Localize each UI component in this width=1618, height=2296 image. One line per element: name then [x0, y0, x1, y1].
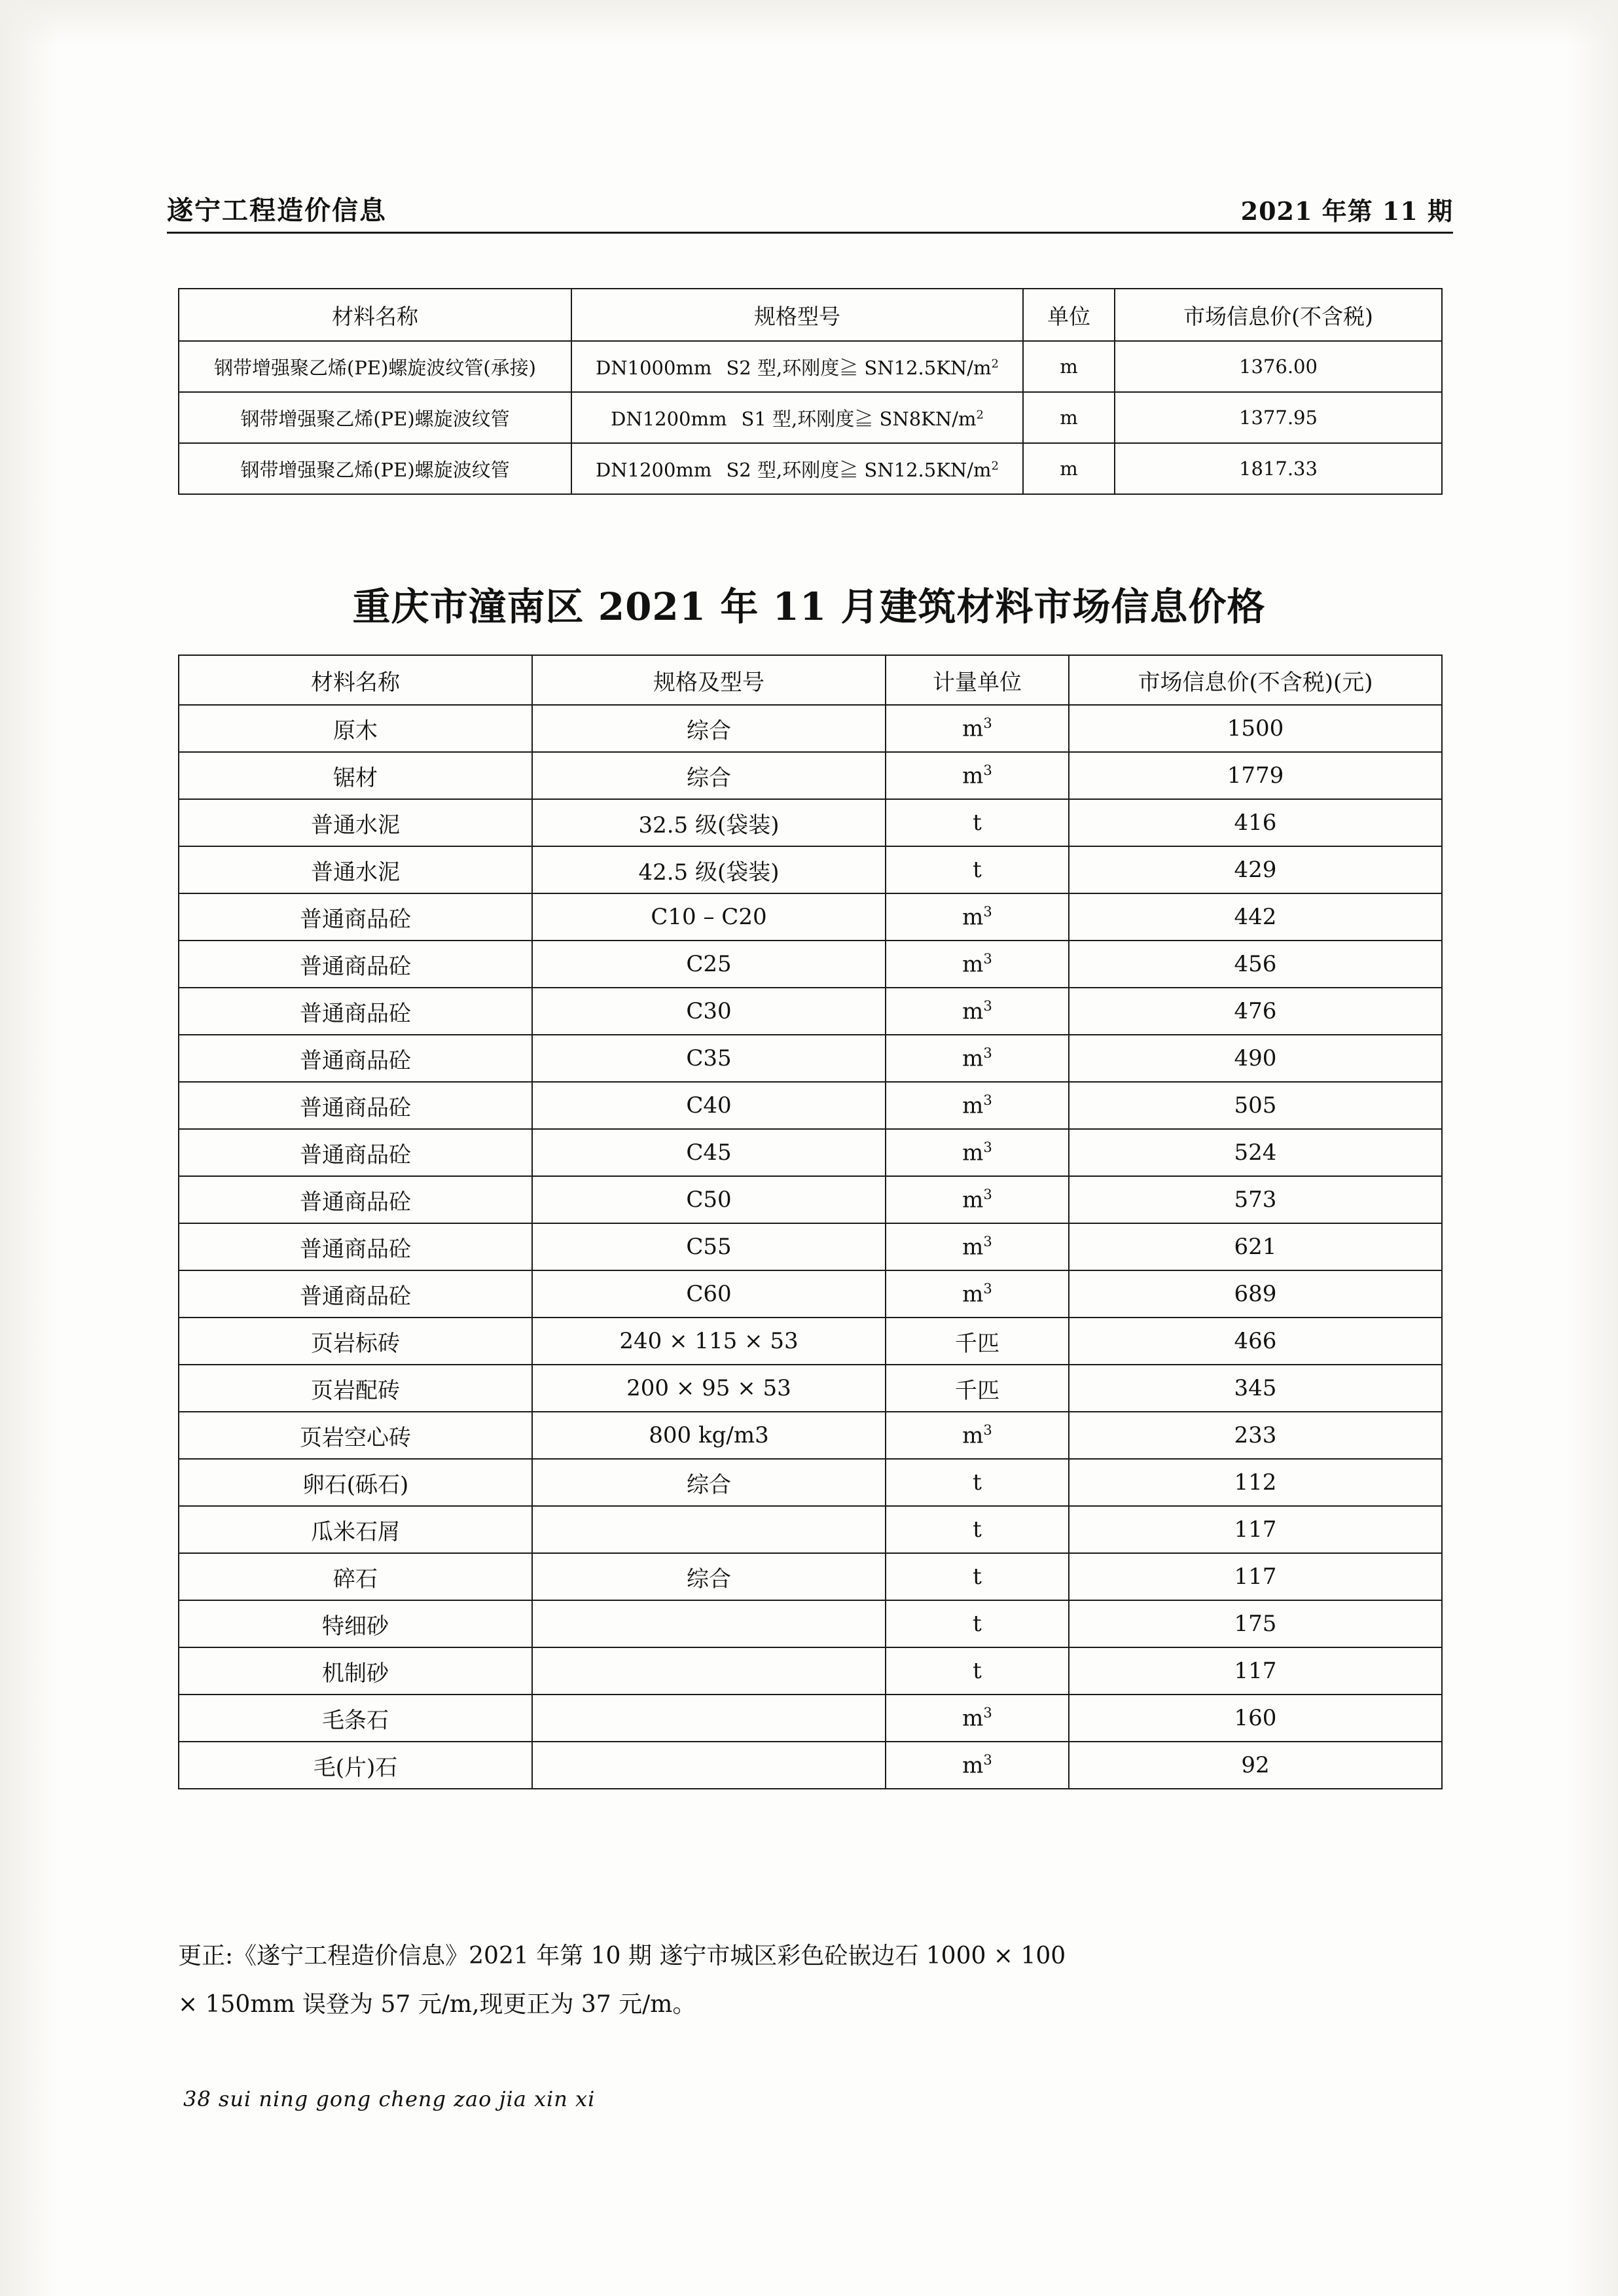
section-title: 重庆市潼南区 2021 年 11 月建筑材料市场信息价格: [352, 584, 1266, 629]
cell-unit: $m^3$: [886, 1129, 1069, 1176]
cell-material-name: 钢带增强聚乙烯(PE)螺旋波纹管(承接): [179, 341, 571, 392]
cell-spec-model: [532, 1600, 886, 1647]
cell-spec-model: C60: [532, 1270, 886, 1318]
cell-price: 175: [1069, 1600, 1442, 1647]
table-row: [179, 392, 1442, 443]
table-row: [179, 1695, 1442, 1742]
cell-price: 160: [1069, 1695, 1442, 1742]
cell-unit: t: [886, 1553, 1069, 1600]
cell-spec-model: [532, 1647, 886, 1695]
cell-spec-model: 200 × 95 × 53: [532, 1365, 886, 1412]
cell-price: 117: [1069, 1647, 1442, 1695]
cell-unit: t: [886, 1600, 1069, 1647]
column-header-price: 市场信息价(不含税)(元): [1069, 655, 1442, 705]
cell-unit: 千匹: [886, 1318, 1069, 1365]
cell-spec-model: 综合: [532, 1553, 886, 1600]
cell-unit: $m^3$: [886, 705, 1069, 752]
cell-material-name: 毛(片)石: [179, 1742, 532, 1789]
cell-spec-model: DN1200mm S1 型,环刚度≧ $SN8KN/m^2$: [571, 392, 1023, 443]
cell-price: 92: [1069, 1742, 1442, 1789]
cell-price: 416: [1069, 799, 1442, 846]
cell-price: 621: [1069, 1223, 1442, 1270]
cell-spec-model: C45: [532, 1129, 886, 1176]
cell-spec-model: 32.5 级(袋装): [532, 799, 886, 846]
cell-price: 573: [1069, 1176, 1442, 1223]
column-header-material-name: 材料名称: [179, 289, 571, 341]
material-price-table: [178, 655, 1443, 1789]
cell-price: 117: [1069, 1553, 1442, 1600]
table-row: [179, 941, 1442, 988]
cell-spec-model: [532, 1695, 886, 1742]
continuation-price-table: [178, 288, 1443, 495]
cell-unit: t: [886, 1647, 1069, 1695]
cell-material-name: 普通商品砼: [179, 941, 532, 988]
cell-material-name: 机制砂: [179, 1647, 532, 1695]
table-row: [179, 443, 1442, 494]
table-row: [179, 1176, 1442, 1223]
cell-material-name: 普通商品砼: [179, 893, 532, 941]
cell-price: 345: [1069, 1365, 1442, 1412]
cell-material-name: 普通商品砼: [179, 1270, 532, 1318]
table-row: [179, 1412, 1442, 1459]
cell-price: 429: [1069, 846, 1442, 893]
cell-spec-model: 综合: [532, 752, 886, 799]
cell-spec-model: [532, 1506, 886, 1553]
cell-price: 1500: [1069, 705, 1442, 752]
table-row: [179, 1742, 1442, 1789]
cell-price: 466: [1069, 1318, 1442, 1365]
table-header-row: [179, 289, 1442, 341]
cell-material-name: 钢带增强聚乙烯(PE)螺旋波纹管: [179, 443, 571, 494]
cell-unit: m: [1023, 341, 1115, 392]
cell-spec-model: C25: [532, 941, 886, 988]
cell-unit: $m^3$: [886, 1082, 1069, 1129]
cell-spec-model: 240 × 115 × 53: [532, 1318, 886, 1365]
cell-material-name: 锯材: [179, 752, 532, 799]
cell-unit: 千匹: [886, 1365, 1069, 1412]
table-row: [179, 1600, 1442, 1647]
cell-price: 689: [1069, 1270, 1442, 1318]
scan-edge-top: [0, 0, 1618, 46]
header-divider: [167, 232, 1453, 234]
cell-unit: $m^3$: [886, 893, 1069, 941]
column-header-unit: 计量单位: [886, 655, 1069, 705]
cell-price: 1817.33: [1115, 443, 1442, 494]
table-row: [179, 1129, 1442, 1176]
cell-material-name: 特细砂: [179, 1600, 532, 1647]
issue-label: 2021 年第 11 期: [1240, 196, 1453, 226]
cell-material-name: 原木: [179, 705, 532, 752]
cell-material-name: 瓜米石屑: [179, 1506, 532, 1553]
publication-title: 遂宁工程造价信息: [167, 195, 387, 226]
cell-unit: $m^3$: [886, 1035, 1069, 1082]
cell-unit: $m^3$: [886, 941, 1069, 988]
table-row: [179, 1506, 1442, 1553]
cell-spec-model: C40: [532, 1082, 886, 1129]
cell-spec-model: 综合: [532, 1459, 886, 1506]
cell-price: 1377.95: [1115, 392, 1442, 443]
column-header-price: 市场信息价(不含税): [1115, 289, 1442, 341]
cell-material-name: 普通水泥: [179, 846, 532, 893]
cell-price: 456: [1069, 941, 1442, 988]
cell-material-name: 页岩空心砖: [179, 1412, 532, 1459]
table-row: [179, 1553, 1442, 1600]
correction-note-line-1: 更正:《遂宁工程造价信息》2021 年第 10 期 遂宁市城区彩色砼嵌边石 1000 × 100: [178, 1943, 1066, 1969]
cell-price: 1376.00: [1115, 341, 1442, 392]
cell-material-name: 普通商品砼: [179, 1223, 532, 1270]
table-row: [179, 1082, 1442, 1129]
cell-unit: m: [1023, 443, 1115, 494]
cell-material-name: 普通商品砼: [179, 1082, 532, 1129]
cell-spec-model: [532, 1742, 886, 1789]
cell-spec-model: C50: [532, 1176, 886, 1223]
table-row: [179, 893, 1442, 941]
cell-spec-model: C10 – C20: [532, 893, 886, 941]
table-row: [179, 752, 1442, 799]
cell-spec-model: DN1000mm S2 型,环刚度≧ $SN12.5KN/m^2$: [571, 341, 1023, 392]
cell-price: 112: [1069, 1459, 1442, 1506]
cell-spec-model: 42.5 级(袋装): [532, 846, 886, 893]
cell-unit: m: [1023, 392, 1115, 443]
cell-unit: t: [886, 846, 1069, 893]
cell-price: 490: [1069, 1035, 1442, 1082]
cell-unit: $m^3$: [886, 1270, 1069, 1318]
cell-unit: $m^3$: [886, 1412, 1069, 1459]
cell-spec-model: C35: [532, 1035, 886, 1082]
table-row: [179, 988, 1442, 1035]
cell-material-name: 卵石(砾石): [179, 1459, 532, 1506]
column-header-unit: 单位: [1023, 289, 1115, 341]
column-header-material-name: 材料名称: [179, 655, 532, 705]
scan-edge-left: [0, 0, 59, 2296]
cell-spec-model: 800 kg/m3: [532, 1412, 886, 1459]
cell-price: 442: [1069, 893, 1442, 941]
cell-unit: $m^3$: [886, 1176, 1069, 1223]
table-row: [179, 1459, 1442, 1506]
table-row: [179, 1365, 1442, 1412]
cell-spec-model: 综合: [532, 705, 886, 752]
cell-price: 117: [1069, 1506, 1442, 1553]
cell-unit: $m^3$: [886, 988, 1069, 1035]
cell-material-name: 普通商品砼: [179, 1176, 532, 1223]
table-row: [179, 1035, 1442, 1082]
cell-material-name: 普通水泥: [179, 799, 532, 846]
cell-unit: $m^3$: [886, 752, 1069, 799]
cell-spec-model: DN1200mm S2 型,环刚度≧ $SN12.5KN/m^2$: [571, 443, 1023, 494]
table-header-row: [179, 655, 1442, 705]
page-header: [167, 190, 1453, 237]
table-row: [179, 846, 1442, 893]
cell-price: 233: [1069, 1412, 1442, 1459]
cell-material-name: 毛条石: [179, 1695, 532, 1742]
scan-edge-right: [1566, 0, 1618, 2296]
cell-material-name: 页岩配砖: [179, 1365, 532, 1412]
cell-unit: t: [886, 1506, 1069, 1553]
correction-note-line-2: × 150mm 误登为 57 元/m,现更正为 37 元/m。: [178, 1991, 696, 2018]
column-header-spec-model: 规格及型号: [532, 655, 886, 705]
table-row: [179, 1223, 1442, 1270]
cell-material-name: 普通商品砼: [179, 988, 532, 1035]
table-row: [179, 1318, 1442, 1365]
cell-unit: $m^3$: [886, 1223, 1069, 1270]
table-row: [179, 341, 1442, 392]
table-row: [179, 705, 1442, 752]
cell-price: 505: [1069, 1082, 1442, 1129]
cell-spec-model: C55: [532, 1223, 886, 1270]
table-row: [179, 799, 1442, 846]
cell-price: 476: [1069, 988, 1442, 1035]
cell-material-name: 普通商品砼: [179, 1035, 532, 1082]
cell-unit: $m^3$: [886, 1742, 1069, 1789]
cell-unit: t: [886, 1459, 1069, 1506]
column-header-spec-model: 规格型号: [571, 289, 1023, 341]
cell-material-name: 普通商品砼: [179, 1129, 532, 1176]
cell-material-name: 页岩标砖: [179, 1318, 532, 1365]
correction-note: [178, 1932, 1448, 2029]
cell-material-name: 钢带增强聚乙烯(PE)螺旋波纹管: [179, 392, 571, 443]
cell-price: 524: [1069, 1129, 1442, 1176]
table-row: [179, 1270, 1442, 1318]
cell-unit: $m^3$: [886, 1695, 1069, 1742]
cell-material-name: 碎石: [179, 1553, 532, 1600]
cell-price: 1779: [1069, 752, 1442, 799]
cell-unit: t: [886, 799, 1069, 846]
page-footer: 38 sui ning gong cheng zao jia xin xi: [183, 2087, 596, 2111]
table-row: [179, 1647, 1442, 1695]
cell-spec-model: C30: [532, 988, 886, 1035]
